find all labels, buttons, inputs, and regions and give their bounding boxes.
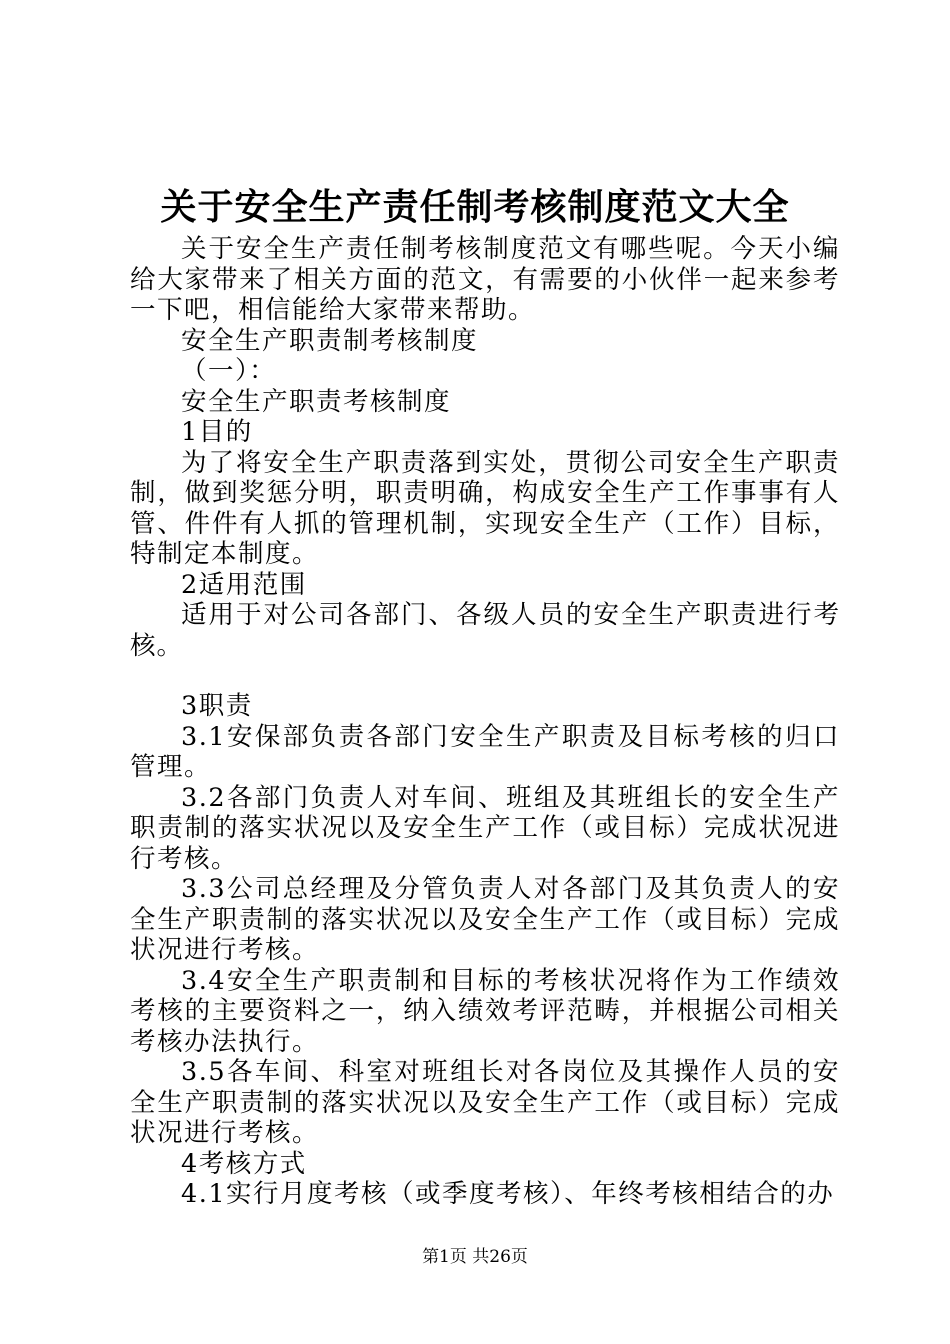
section-3-5: 3.5各车间、科室对班组长对各岗位及其操作人员的安全生产职责制的落实状况以及安全生产工作（或目标）完成状况进行考核。 — [130, 1057, 840, 1148]
section-1-text: 为了将安全生产职责落到实处，贯彻公司安全生产职责制，做到奖惩分明，职责明确，构成安全生产工作事事有人管、件件有人抓的管理机制，实现安全生产（工作）目标，特制定本制度。 — [130, 447, 840, 569]
heading-system: 安全生产职责制考核制度 — [181, 325, 479, 356]
section-1-heading: 1目的 — [181, 417, 253, 447]
section-3-3: 3.3公司总经理及分管负责人对各部门及其负责人的安全生产职责制的落实状况以及安全生产工作（或目标）完成状况进行考核。 — [130, 874, 840, 965]
section-3-2: 3.2各部门负责人对车间、班组及其班组长的安全生产职责制的落实状况以及安全生产工作（或目标）完成状况进行考核。 — [130, 782, 840, 874]
intro-paragraph: 关于安全生产责任制考核制度范文有哪些呢。今天小编给大家带来了相关方面的范文，有需要的小伙伴一起来参考一下吧，相信能给大家带来帮助。 — [130, 234, 840, 325]
section-4-heading: 4考核方式 — [181, 1148, 307, 1179]
blank-line — [130, 661, 840, 691]
section-3-4: 3.4安全生产职责制和目标的考核状况将作为工作绩效考核的主要资料之一，纳入绩效考评范畴，并根据公司相关考核办法执行。 — [130, 965, 840, 1057]
heading-part-one: （一）： — [181, 356, 277, 386]
heading-assessment-system: 安全生产职责考核制度 — [181, 386, 452, 417]
document-title: 关于安全生产责任制考核制度范文大全 — [160, 186, 790, 228]
section-4-1: 4.1实行月度考核（或季度考核）、年终考核相结合的办 — [181, 1179, 835, 1209]
section-2-heading: 2适用范围 — [181, 569, 307, 600]
section-2-text: 适用于对公司各部门、各级人员的安全生产职责进行考核。 — [130, 600, 840, 661]
section-3-1: 3.1安保部负责各部门安全生产职责及目标考核的归口管理。 — [130, 721, 840, 782]
document-body — [130, 234, 840, 1210]
page-footer: 第1页 共26页 — [422, 1247, 528, 1267]
section-3-heading: 3职责 — [181, 691, 253, 721]
